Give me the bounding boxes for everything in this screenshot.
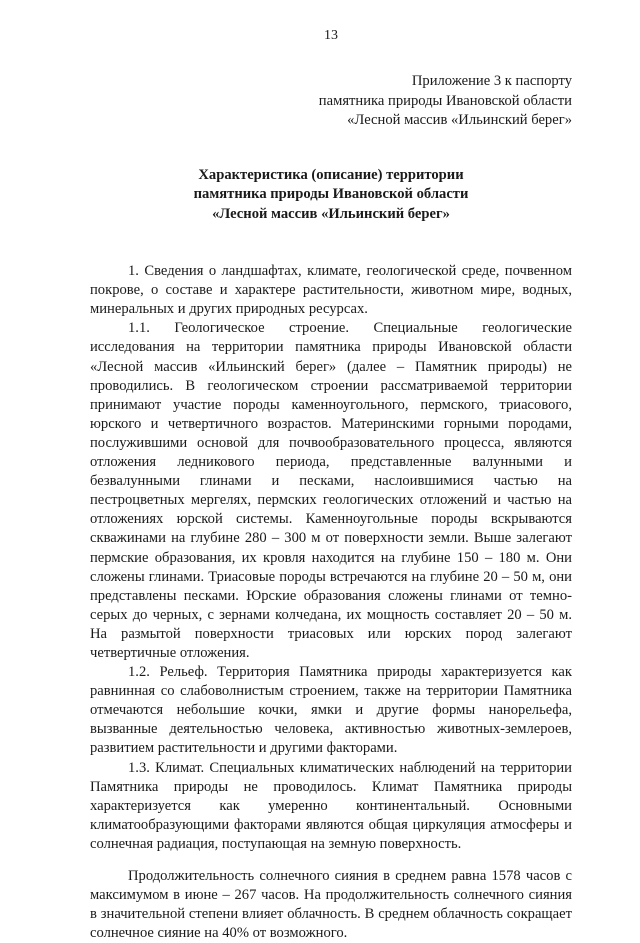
appendix-line-2: памятника природы Ивановской области: [318, 92, 572, 109]
paragraph-climate: 1.3. Климат. Специальных климатических наблюдений на территории Памятника природы не проводилось. Климат Памятника природы характеризуется как умеренно континентальный. Основными климатообразующими факторами являются общая циркуляция атмосферы и солнечная радиация, поступающая на земную поверхность.: [90, 759, 572, 852]
heading-line-3: «Лесной массив «Ильинский берег»: [212, 205, 450, 222]
heading-line-1: Характеристика (описание) территории: [198, 166, 464, 183]
paragraph-relief: 1.2. Рельеф. Территория Памятника природы характеризуется как равнинная со слабоволнистым строением, также на территории Памятника отмечаются небольшие кочки, ямки и другие формы нанорельефа, вызванные деятельностью человека, активностью животных-землероев, развитием растительности и другими факторами.: [90, 664, 572, 757]
document-heading: [90, 166, 572, 225]
paragraph-sunshine: Продолжительность солнечного сияния в среднем равна 1578 часов с максимумом в июне – 267 часов. На продолжительность солнечного сияния в значительной степени влияет облачность. В среднем облачность сокращает солнечное сияние на 40% от возможного.: [90, 868, 572, 942]
appendix-line-1: Приложение 3 к паспорту: [411, 73, 572, 90]
appendix-line-3: «Лесной массив «Ильинский берег»: [347, 112, 572, 129]
paragraph-geology: 1.1. Геологическое строение. Специальные геологические исследования на территории памятника природы Ивановской области «Лесной массив «Ильинский берег» (далее – Памятник природы) не проводились. В геологическом строении рассматриваемой территории принимают участие породы каменноугольного, пермского, триасового, юрского и четвертичного возрастов. Материнскими горными породами, послужившими основой для почвообразовательного процесса, являются отложения ледникового периода, представленные валунными и безвалунными глинами и песками, наслоившимися частью на пестроцветных мергелях, пермских геологических отложений и частью на отложениях юрской системы. Каменноугольные породы вскрываются скважинами на глубине 280 – 300 м от поверхности земли. Выше залегают пермские образования, их кровля находится на глубине 150 – 180 м. Они сложены глинами. Триасовые породы встречаются на глубине 20 – 50 м, они представлены песками. Юрские образования сложены глинами от темно-серых до черных, с зернами колчедана, их мощность составляет 20 – 50 м. На размытой поверхности триасовых или юрских пород залегают четвертичные отложения.: [90, 320, 572, 661]
heading-line-2: памятника природы Ивановской области: [193, 186, 469, 203]
appendix-reference: [90, 72, 572, 131]
page-number: 13: [324, 28, 338, 43]
document-body: [90, 262, 572, 943]
paragraph-landscape-info: 1. Сведения о ландшафтах, климате, геологической среде, почвенном покрове, о составе и характере растительности, животном мире, водных, минеральных и других природных ресурсах.: [90, 263, 572, 318]
